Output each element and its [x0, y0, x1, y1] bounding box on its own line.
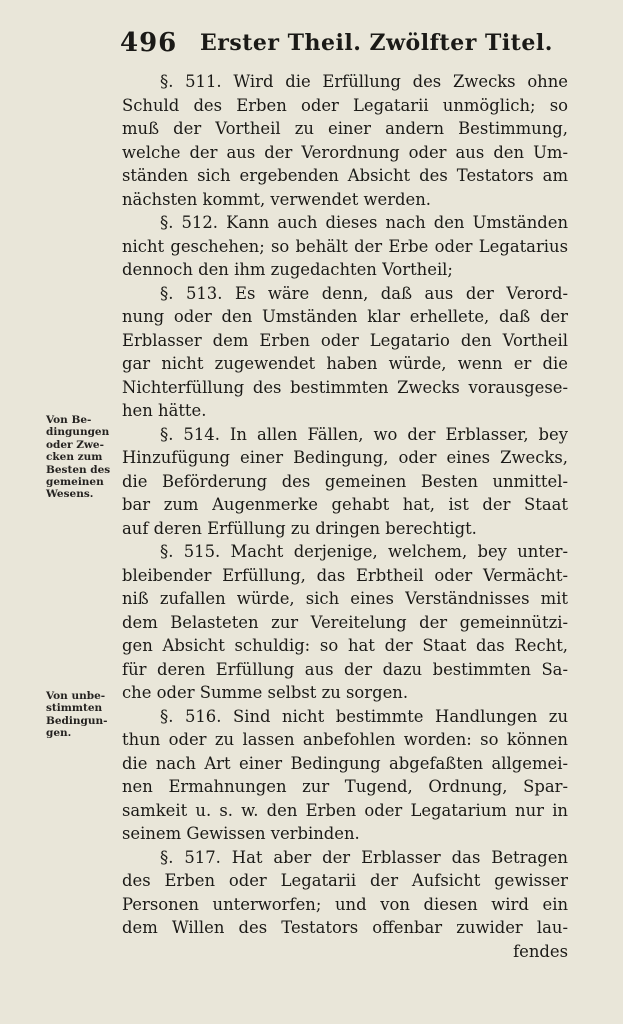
- text-line: nicht geschehen; so behält der Erbe oder Legatarius: [122, 236, 568, 256]
- text-line: bleibender Erfüllung, das Erbtheil oder Vermächt-: [122, 565, 568, 585]
- text-line: die nach Art einer Bedingung abgefaßten allgemei-: [122, 753, 568, 773]
- text-line: ständen sich ergebenden Absicht des Testators am: [122, 166, 568, 185]
- text-line: §. 511. Wird die Erfüllung des Zwecks ohne: [160, 72, 568, 91]
- text-line: §. 514. In allen Fällen, wo der Erblasser, bey: [160, 424, 568, 444]
- text-line: dem Belasteten zur Vereitelung der gemeinnützi-: [122, 612, 568, 632]
- text-line: §. 516. Sind nicht bestimmte Handlungen zu: [160, 706, 568, 726]
- text-line: dennoch den ihm zugedachten Vortheil;: [122, 260, 453, 279]
- text-line: che oder Summe selbst zu sorgen.: [122, 683, 409, 702]
- text-line: seinem Gewissen verbinden.: [122, 824, 360, 843]
- text-line: thun oder zu lassen anbefohlen worden: so können: [122, 730, 568, 749]
- text-line: Hinzufügung einer Bedingung, oder eines Zwecks,: [122, 448, 568, 467]
- margin-note-line: stimmten: [46, 702, 103, 715]
- text-line: Schuld des Erben oder Legatarii unmöglich; so: [122, 95, 568, 115]
- margin-note-line: dingungen: [46, 426, 110, 439]
- margin-note-line: cken zum: [46, 451, 103, 464]
- running-title: Erster Theil. Zwölfter Titel.: [200, 30, 553, 56]
- page-body-text: [122, 70, 568, 963]
- text-line: niß zufallen würde, sich eines Verständnisses mit: [122, 589, 568, 608]
- margin-note-line: gen.: [46, 727, 72, 740]
- text-line: §. 513. Es wäre denn, daß aus der Verord-: [160, 283, 568, 303]
- margin-note-line: Besten des: [46, 463, 111, 476]
- text-line: Erblasser dem Erben oder Legatario den Vortheil: [122, 330, 568, 350]
- text-line: nen Ermahnungen zur Tugend, Ordnung, Spar-: [122, 777, 568, 796]
- margin-note-line: Wesens.: [46, 488, 94, 501]
- text-line: dem Willen des Testators offenbar zuwider lau-: [122, 918, 568, 937]
- text-line: bar zum Augenmerke gehabt hat, ist der Staat: [122, 495, 568, 514]
- text-line: §. 517. Hat aber der Erblasser das Betragen: [160, 847, 568, 867]
- text-line: Nichterfüllung des bestimmten Zwecks vorausgese-: [122, 377, 568, 397]
- margin-note-conditions-public-good: [46, 414, 122, 501]
- text-line: für deren Erfüllung aus der dazu bestimmten Sa-: [122, 659, 568, 679]
- text-line: samkeit u. s. w. den Erben oder Legatarium nur in: [122, 800, 568, 820]
- text-line: nung oder den Umständen klar erhellete, daß der: [122, 307, 568, 326]
- text-line: §. 512. Kann auch dieses nach den Umständen: [160, 213, 568, 232]
- text-line: nächsten kommt, verwendet werden.: [122, 189, 432, 209]
- margin-note-line: Von unbe-: [46, 690, 106, 702]
- margin-note-line: Von Be-: [46, 414, 92, 426]
- text-line: die Beförderung des gemeinen Besten unmittel-: [122, 471, 568, 491]
- page-number: 496: [120, 28, 178, 58]
- text-line: muß der Vortheil zu einer andern Bestimmung,: [122, 119, 568, 138]
- catchword: fendes: [513, 941, 568, 961]
- text-line: gen Absicht schuldig: so hat der Staat das Recht,: [122, 636, 568, 655]
- margin-note-line: Bedingun-: [46, 714, 108, 727]
- margin-note-indefinite-conditions: [46, 690, 122, 740]
- text-line: welche der aus der Verordnung oder aus den Um-: [122, 142, 568, 162]
- margin-note-line: gemeinen: [46, 476, 104, 489]
- text-line: auf deren Erfüllung zu dringen berechtigt.: [122, 518, 477, 538]
- text-line: hen hätte.: [122, 401, 207, 420]
- page-header: [120, 28, 570, 62]
- text-line: gar nicht zugewendet haben würde, wenn er die: [122, 354, 568, 373]
- margin-note-line: oder Zwe-: [46, 438, 104, 451]
- text-line: §. 515. Macht derjenige, welchem, bey unter-: [160, 542, 568, 561]
- text-line: Personen unterworfen; und von diesen wird ein: [122, 894, 568, 914]
- text-line: des Erben oder Legatarii der Aufsicht gewisser: [122, 871, 568, 890]
